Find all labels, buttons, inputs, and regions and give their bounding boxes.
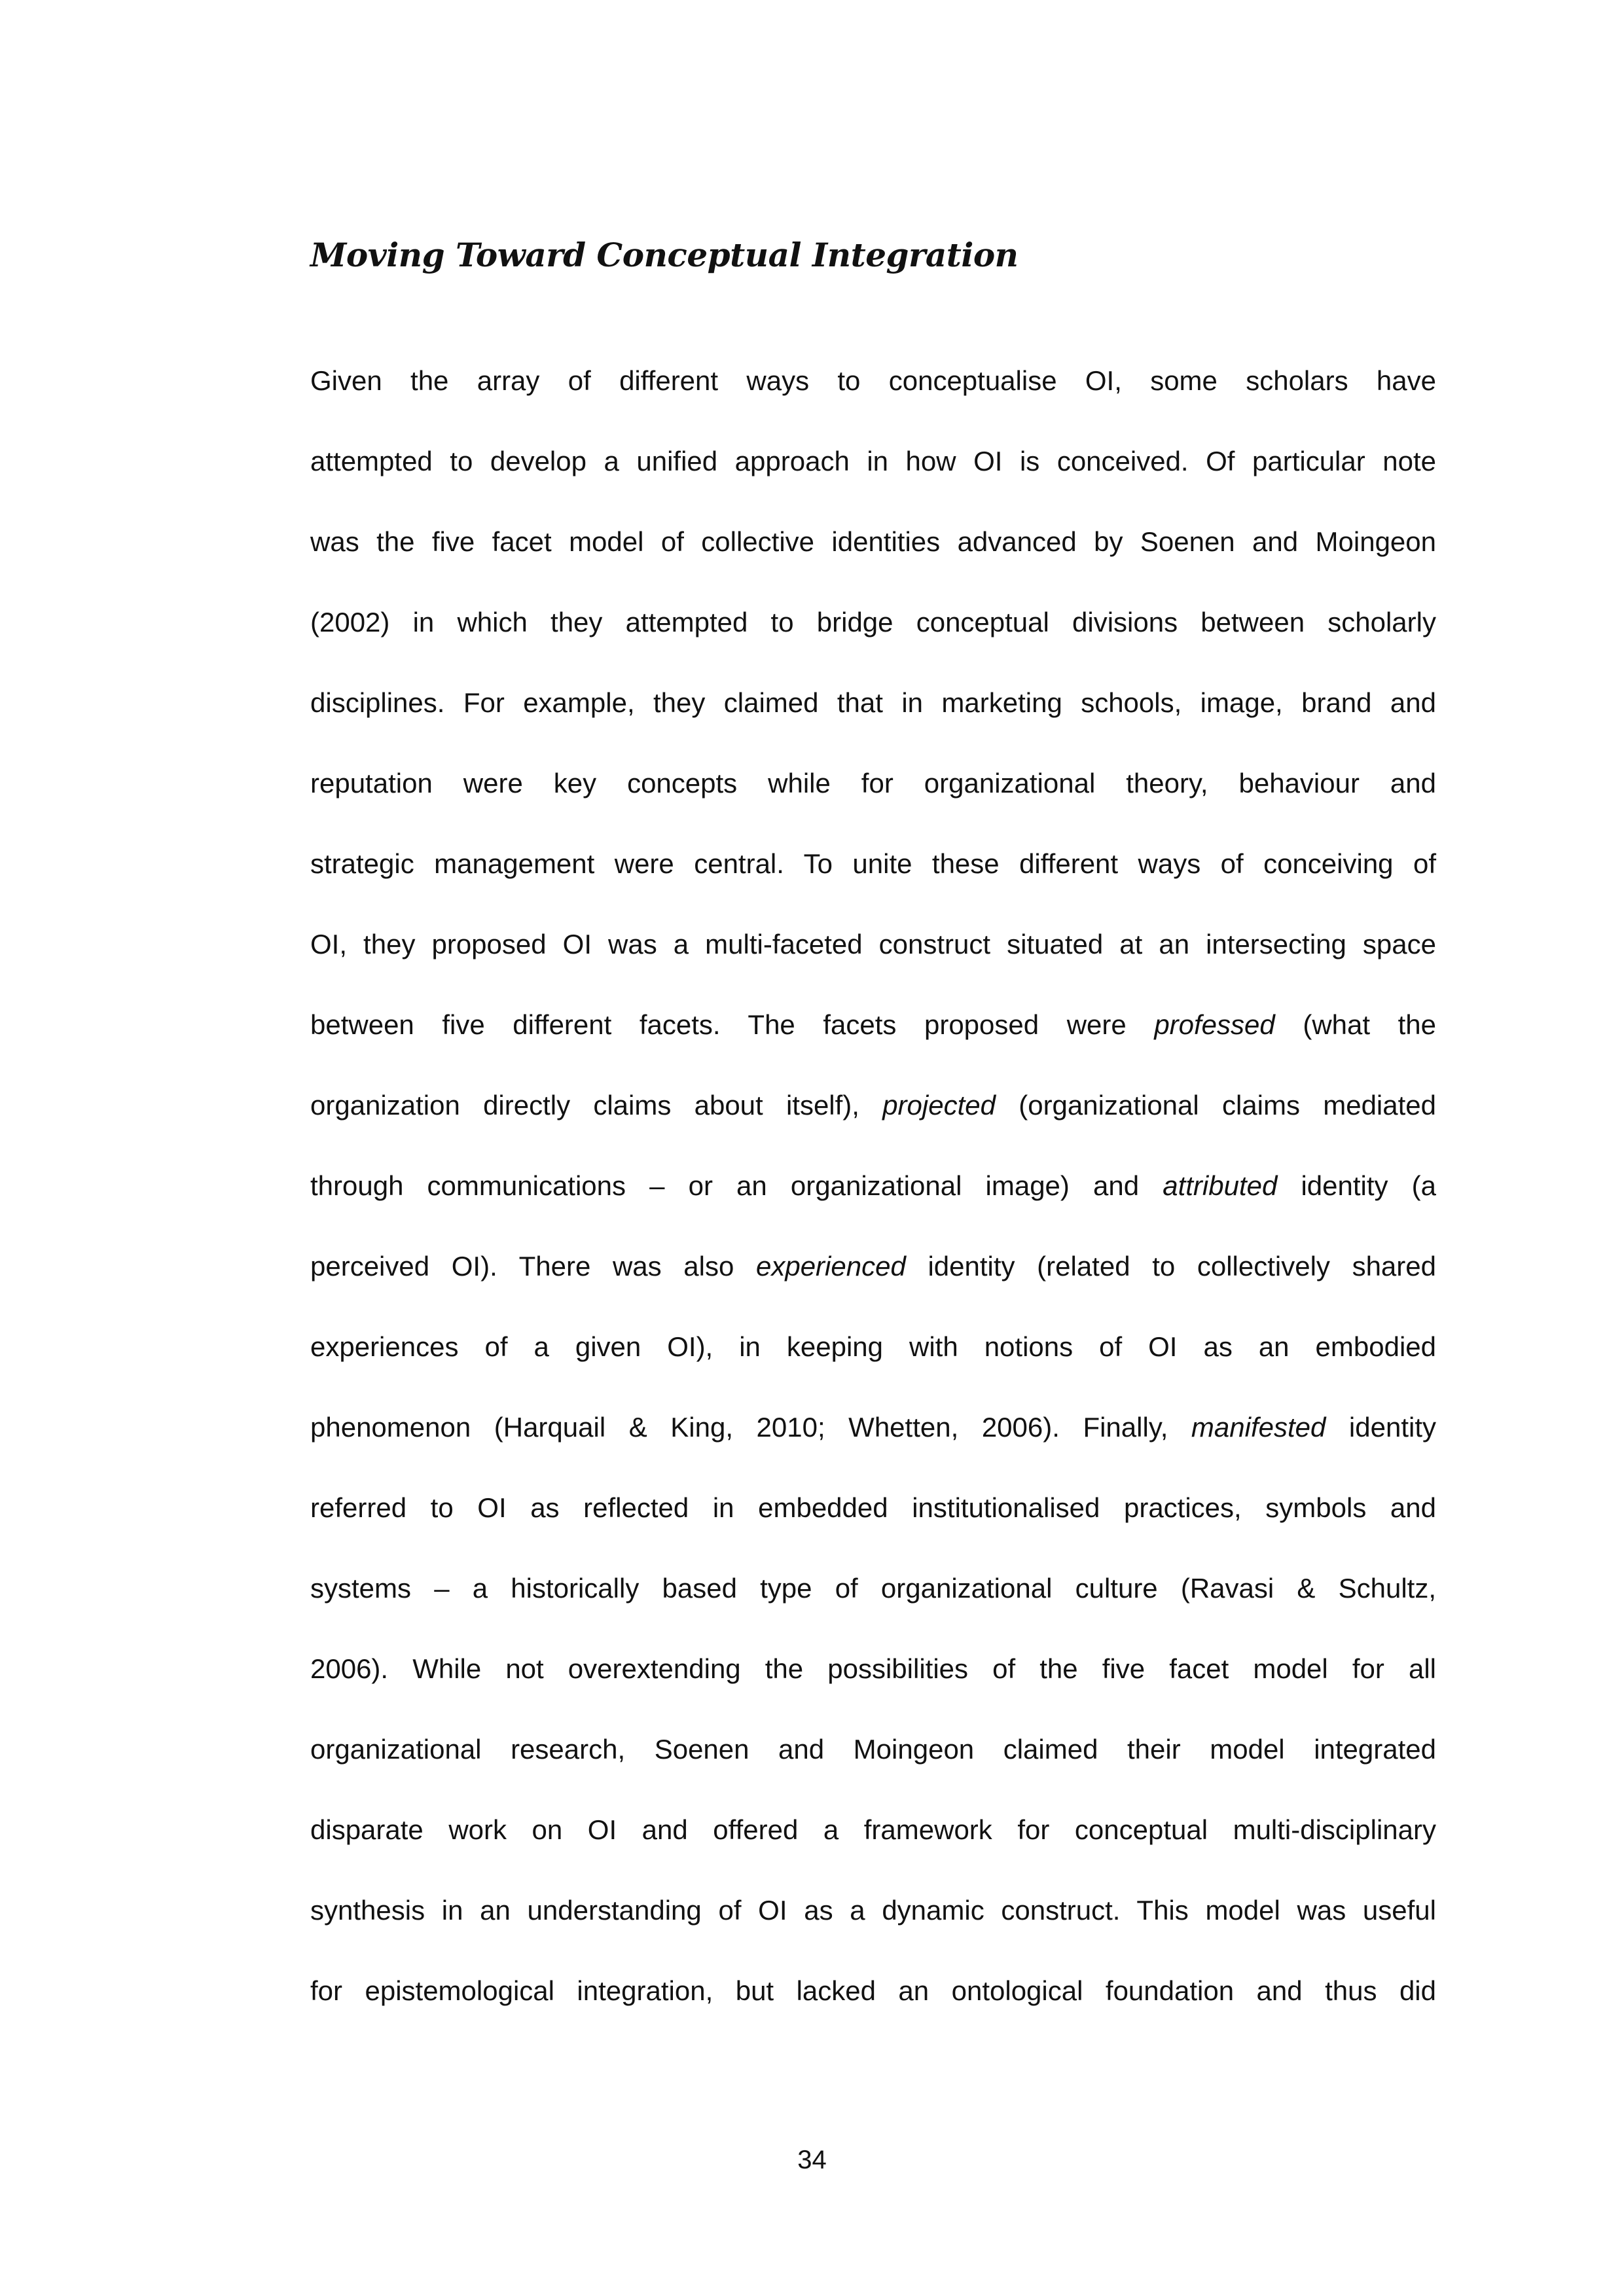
- text-line: [310, 1145, 1436, 1226]
- text-segment: identity (related to collectively shared: [905, 1251, 1436, 1282]
- text-segment: phenomenon (Harquail & King, 2010; Whetten, 2006). Finally,: [310, 1412, 1191, 1443]
- text-line: [310, 1789, 1436, 1870]
- text-line: [310, 743, 1436, 823]
- italic-term: manifested: [1191, 1412, 1326, 1443]
- text-segment: organizational research, Soenen and Moingeon claimed their model integrated: [310, 1734, 1436, 1765]
- italic-term: projected: [882, 1090, 996, 1121]
- text-line: [310, 1306, 1436, 1387]
- text-segment: perceived OI). There was also: [310, 1251, 756, 1282]
- text-segment: identity: [1326, 1412, 1436, 1443]
- italic-term: experienced: [755, 1251, 906, 1282]
- text-segment: 2006). While not overextending the possibilities of the five facet model for all: [310, 1653, 1436, 1684]
- text-line: [310, 1387, 1436, 1467]
- text-segment: systems – a historically based type of organizational culture (Ravasi & Schultz,: [310, 1573, 1436, 1604]
- text-line: [310, 1226, 1436, 1306]
- text-segment: experiences of a given OI), in keeping with notions of OI as an embodied: [310, 1331, 1436, 1362]
- text-line: [310, 1950, 1436, 2031]
- text-segment: was the five facet model of collective identities advanced by Soenen and Moingeon: [310, 526, 1436, 557]
- text-line: [310, 823, 1436, 904]
- text-segment: (2002) in which they attempted to bridge conceptual divisions between scholarly: [310, 607, 1436, 637]
- section-heading: Moving Toward Conceptual Integration: [310, 236, 1019, 274]
- text-line: [310, 1548, 1436, 1628]
- text-line: [310, 1628, 1436, 1709]
- text-segment: Given the array of different ways to conceptualise OI, some scholars have: [310, 365, 1436, 396]
- page-number: 34: [797, 2145, 827, 2174]
- text-segment: OI, they proposed OI was a multi-faceted construct situated at an intersecting space: [310, 929, 1436, 960]
- text-segment: synthesis in an understanding of OI as a dynamic construct. This model was useful: [310, 1895, 1436, 1926]
- text-line: [310, 1709, 1436, 1789]
- italic-term: attributed: [1163, 1170, 1278, 1201]
- text-segment: referred to OI as reflected in embedded institutionalised practices, symbols and: [310, 1492, 1436, 1523]
- body-paragraph: [310, 340, 1436, 2031]
- text-segment: (organizational claims mediated: [995, 1090, 1437, 1121]
- text-line: [310, 340, 1436, 421]
- text-line: [310, 904, 1436, 984]
- italic-term: professed: [1154, 1009, 1275, 1040]
- text-segment: strategic management were central. To unite these different ways of conceiving of: [310, 848, 1436, 879]
- text-line: [310, 1065, 1436, 1145]
- text-segment: attempted to develop a unified approach in how OI is conceived. Of particular note: [310, 446, 1436, 476]
- text-segment: reputation were key concepts while for organizational theory, behaviour and: [310, 768, 1436, 798]
- text-line: [310, 984, 1436, 1065]
- text-line: [310, 582, 1436, 662]
- text-line: [310, 501, 1436, 582]
- text-segment: for epistemological integration, but lacked an ontological foundation and thus did: [310, 1975, 1436, 2006]
- text-line: [310, 1870, 1436, 1950]
- text-line: [310, 662, 1436, 743]
- text-segment: between five different facets. The facets proposed were: [310, 1009, 1155, 1040]
- text-segment: (what the: [1274, 1009, 1437, 1040]
- text-segment: through communications – or an organizational image) and: [310, 1170, 1163, 1201]
- text-line: [310, 1467, 1436, 1548]
- text-line: [310, 421, 1436, 501]
- text-segment: organization directly claims about itself),: [310, 1090, 883, 1121]
- text-segment: disparate work on OI and offered a framework for conceptual multi-disciplinary: [310, 1814, 1436, 1845]
- text-segment: identity (a: [1277, 1170, 1436, 1201]
- text-segment: disciplines. For example, they claimed that in marketing schools, image, brand and: [310, 687, 1436, 718]
